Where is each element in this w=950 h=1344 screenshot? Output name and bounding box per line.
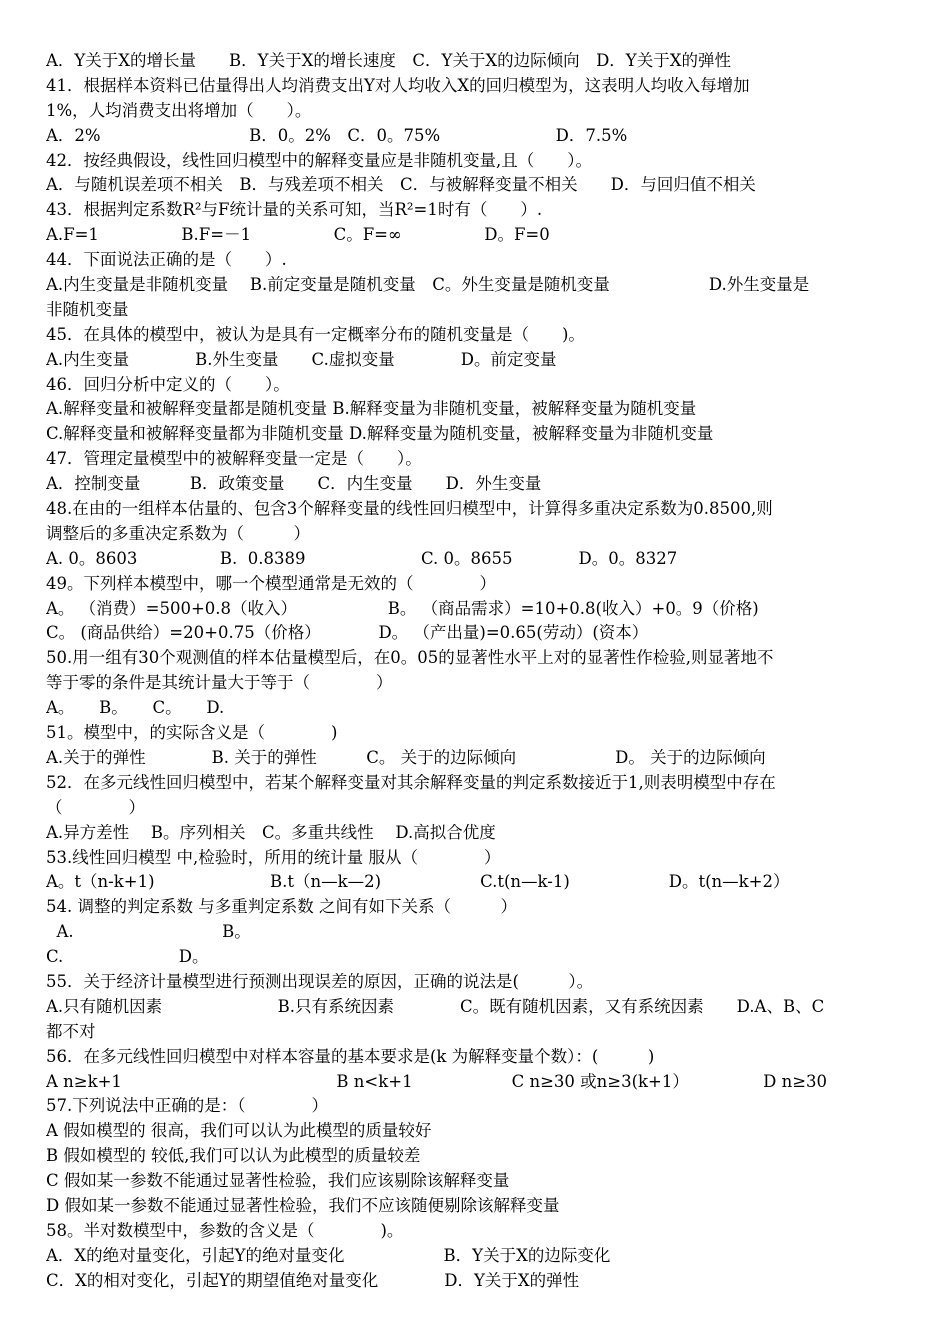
text-line-50: C．X的相对变化，引起Y的期望值绝对量变化 D．Y关于X的弹性 bbox=[46, 1270, 580, 1290]
text-line-39: A.只有随机因素 B.只有系统因素 C。既有随机因素，又有系统因素 D.A、B、C bbox=[46, 996, 825, 1016]
question-52: 52．在多元线性回归模型中，若某个解释变量对其余解释变量的判定系数接近于1,则表明模型中存在 bbox=[46, 772, 776, 792]
text-line-15: A.解释变量和被解释变量都是随机变量 B.解释变量为非随机变量，被解释变量为随机变量 bbox=[46, 399, 697, 419]
question-41: 41．根据样本资料已估量得出人均消费支出Y对人均收入X的回归模型为，这表明人均收入每增加 bbox=[46, 75, 750, 95]
text-line-36: A. B。 bbox=[46, 922, 251, 942]
text-line-26: 等于零的条件是其统计量大于等于（ ） bbox=[46, 673, 393, 693]
text-line-01: A．Y关于X的增长量 B．Y关于X的增长速度 C．Y关于X的边际倾向 D．Y关于X的弹性 bbox=[46, 51, 731, 70]
question-47: 47．管理定量模型中的被解释变量一定是（ ）。 bbox=[46, 449, 422, 469]
text-line-27: A。 B。 C。 D. bbox=[46, 698, 225, 718]
text-line-37: C. D。 bbox=[46, 947, 209, 967]
question-42: 42．按经典假设，线性回归模型中的解释变量应是非随机变量,且（ ）。 bbox=[46, 150, 592, 170]
question-49: 49。下列样本模型中，哪一个模型通常是无效的（ ） bbox=[46, 573, 496, 593]
text-line-32: A.异方差性 B。序列相关 C。多重共线性 D.高拟合优度 bbox=[46, 822, 496, 842]
text-line-46: C 假如某一参数不能通过显著性检验，我们应该剔除该解释变量 bbox=[46, 1171, 510, 1191]
question-55: 55．关于经济计量模型进行预测出现误差的原因，正确的说法是( ）。 bbox=[46, 971, 594, 991]
text-line-08: A.F=1 B.F=－1 C。F=∞ D。F=0 bbox=[46, 225, 550, 245]
question-48: 48.在由的一组样本估量的、包含3个解释变量的线性回归模型中，计算得多重决定系数为0.8500,则 bbox=[46, 499, 773, 519]
question-58: 58。半对数模型中，参数的含义是（ )。 bbox=[46, 1220, 404, 1240]
text-line-04: A．2% B．0。2% C．0。75% D．7.5% bbox=[46, 125, 628, 145]
text-line-16: C.解释变量和被解释变量都为非随机变量 D.解释变量为随机变量，被解释变量为非随机变量 bbox=[46, 424, 714, 444]
question-50: 50.用一组有30个观测值的样本估量模型后，在0。05的显著性水平上对的显著性作检验,则显著地不 bbox=[46, 648, 774, 668]
question-57: 57.下列说法中正确的是：（ ） bbox=[46, 1096, 328, 1116]
question-43: 43．根据判定系数R²与F统计量的关系可知，当R²=1时有（ ）. bbox=[46, 200, 543, 220]
question-44: 44．下面说法正确的是（ ）. bbox=[46, 250, 287, 270]
text-line-18: A．控制变量 B．政策变量 C．内生变量 D．外生变量 bbox=[46, 474, 542, 494]
question-45: 45．在具体的模型中，被认为是具有一定概率分布的随机变量是（ )。 bbox=[46, 324, 585, 344]
text-line-24: C。 (商品供给）=20+0.75（价格） D。 （产出量)=0.65(劳动）(资本） bbox=[46, 623, 649, 643]
text-line-10: A.内生变量是非随机变量 B.前定变量是随机变量 C。外生变量是随机变量 D.外生变量是 bbox=[46, 275, 810, 295]
text-line-20: 调整后的多重决定系数为（ ） bbox=[46, 523, 310, 543]
text-line-44: A 假如模型的 很高，我们可以认为此模型的质量较好 bbox=[46, 1121, 432, 1141]
text-line-11: 非随机变量 bbox=[46, 299, 129, 319]
text-line-31: （ ） bbox=[46, 797, 145, 817]
text-line-21: A. 0。8603 B. 0.8389 C. 0。8655 D。0。8327 bbox=[46, 548, 678, 568]
text-line-06: A．与随机误差项不相关 B．与残差项不相关 C．与被解释变量不相关 D．与回归值不相关 bbox=[46, 175, 756, 195]
text-line-45: B 假如模型的 较低,我们可以认为此模型的质量较差 bbox=[46, 1146, 421, 1166]
text-line-29: A.关于的弹性 B. 关于的弹性 C。 关于的边际倾向 D。 关于的边际倾向 bbox=[46, 747, 766, 767]
question-54: 54. 调整的判定系数 与多重判定系数 之间有如下关系（ ） bbox=[46, 897, 517, 917]
text-line-49: A．X的绝对量变化，引起Y的绝对量变化 B．Y关于X的边际变化 bbox=[46, 1245, 611, 1265]
question-56: 56．在多元线性回归模型中对样本容量的基本要求是(k 为解释变量个数）：( ) bbox=[46, 1046, 655, 1066]
text-line-47: D 假如某一参数不能通过显著性检验，我们不应该随便剔除该解释变量 bbox=[46, 1195, 560, 1215]
text-line-23: A。 （消费）=500+0.8（收入） B。 （商品需求）=10+0.8(收入）+0。9（价格) bbox=[46, 598, 759, 618]
question-46: 46．回归分析中定义的（ ）。 bbox=[46, 374, 290, 394]
question-51: 51。模型中，的实际含义是（ ) bbox=[46, 723, 338, 743]
text-line-42: A n≥k+1 B n<k+1 C n≥30 或n≥3(k+1） D n≥30 bbox=[46, 1071, 828, 1091]
question-53: 53.线性回归模型 中,检验时，所用的统计量 服从（ ） bbox=[46, 847, 501, 867]
text-line-03: 1%，人均消费支出将增加（ ）。 bbox=[46, 100, 312, 120]
text-line-13: A.内生变量 B.外生变量 C.虚拟变量 D。前定变量 bbox=[46, 349, 557, 369]
text-line-40: 都不对 bbox=[46, 1021, 96, 1041]
text-line-34: A。t（n-k+1) B.t（n—k—2) C.t(n—k-1) D。t(n—k+2） bbox=[46, 872, 790, 892]
